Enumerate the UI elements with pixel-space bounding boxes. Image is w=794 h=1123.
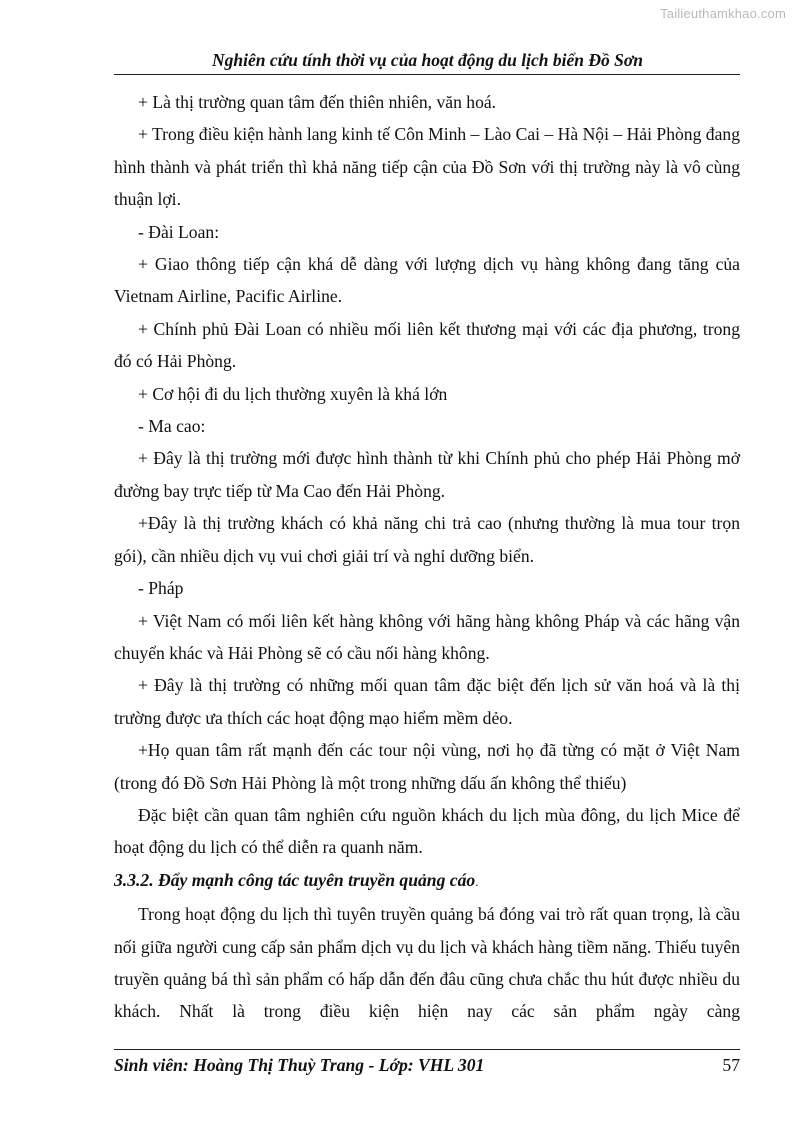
paragraph: +Đây là thị trường khách có khả năng chi trả cao (nhưng thường là mua tour trọn gói), cần nhiều dịch vụ vui chơi giải trí và nghỉ dưỡng biển. [114,513,740,566]
section-heading [114,864,740,898]
paragraph: + Giao thông tiếp cận khá dễ dàng với lượng dịch vụ hàng không đang tăng của Vietnam Airline, Pacific Airline. [114,254,740,307]
paragraph: Đặc biệt cần quan tâm nghiên cứu nguồn khách du lịch mùa đông, du lịch Mice để hoạt động du lịch có thể diễn ra quanh năm. [114,804,740,858]
paragraph: Trong hoạt động du lịch thì tuyên truyền quảng bá đóng vai trò rất quan trọng, là cầu nối giữa người cung cấp sản phẩm dịch vụ du lịch và khách hàng tiềm năng. Thiếu tuyên truyền quảng bá thì sản phẩm có hấp dẫn đến đâu cũng chưa chắc thu hút được nhiều du khách. Nhất là trong điều kiện hiện nay các sản phẩm ngày càng [114,904,740,1022]
paragraph: + Chính phủ Đài Loan có nhiều mối liên kết thương mại với các địa phương, trong đó có Hải Phòng. [114,318,740,372]
list-heading: - Ma cao: [138,416,206,437]
footer-divider [114,1049,740,1050]
page-footer [114,1054,740,1076]
list-heading: - Pháp [138,578,184,599]
section-heading-text: 3.3.2. Đẩy mạnh công tác tuyên truyền quảng cáo [114,869,476,890]
section-heading-period: . [475,873,479,889]
paragraph: +Họ quan tâm rất mạnh đến các tour nội vùng, nơi họ đã từng có mặt ở Việt Nam (trong đó Đồ Sơn Hải Phòng là một trong những dấu ấn không thể thiếu) [114,740,740,793]
page-body [114,86,740,1028]
paragraph: + Việt Nam có mối liên kết hàng không với hãng hàng không Pháp và các hãng vận chuyển khác và Hải Phòng sẽ có cầu nối hàng không. [114,610,740,663]
watermark: Tailieuthamkhao.com [660,6,786,21]
paragraph: + Là thị trường quan tâm đến thiên nhiên, văn hoá. [138,92,497,112]
paragraph: + Đây là thị trường có những mối quan tâm đặc biệt đến lịch sử văn hoá và là thị trường được ưa thích các hoạt động mạo hiểm mềm dẻo. [114,675,740,728]
paragraph: + Đây là thị trường mới được hình thành từ khi Chính phủ cho phép Hải Phòng mở đường bay trực tiếp từ Ma Cao đến Hải Phòng. [114,448,740,501]
paragraph: + Cơ hội đi du lịch thường xuyên là khá lớn [138,383,448,404]
header-divider [114,74,740,75]
page-number: 57 [722,1055,740,1075]
running-header: Nghiên cứu tính thời vụ của hoạt động du lịch biển Đồ Sơn [212,50,643,70]
footer-author: Sinh viên: Hoàng Thị Thuỳ Trang - Lớp: VHL 301 [114,1055,485,1075]
paragraph: + Trong điều kiện hành lang kinh tế Côn Minh – Lào Cai – Hà Nội – Hải Phòng đang hình thành và phát triển thì khả năng tiếp cận của Đồ Sơn với thị trường này là vô cùng thuận lợi. [114,124,740,210]
list-heading: - Đài Loan: [138,221,220,242]
